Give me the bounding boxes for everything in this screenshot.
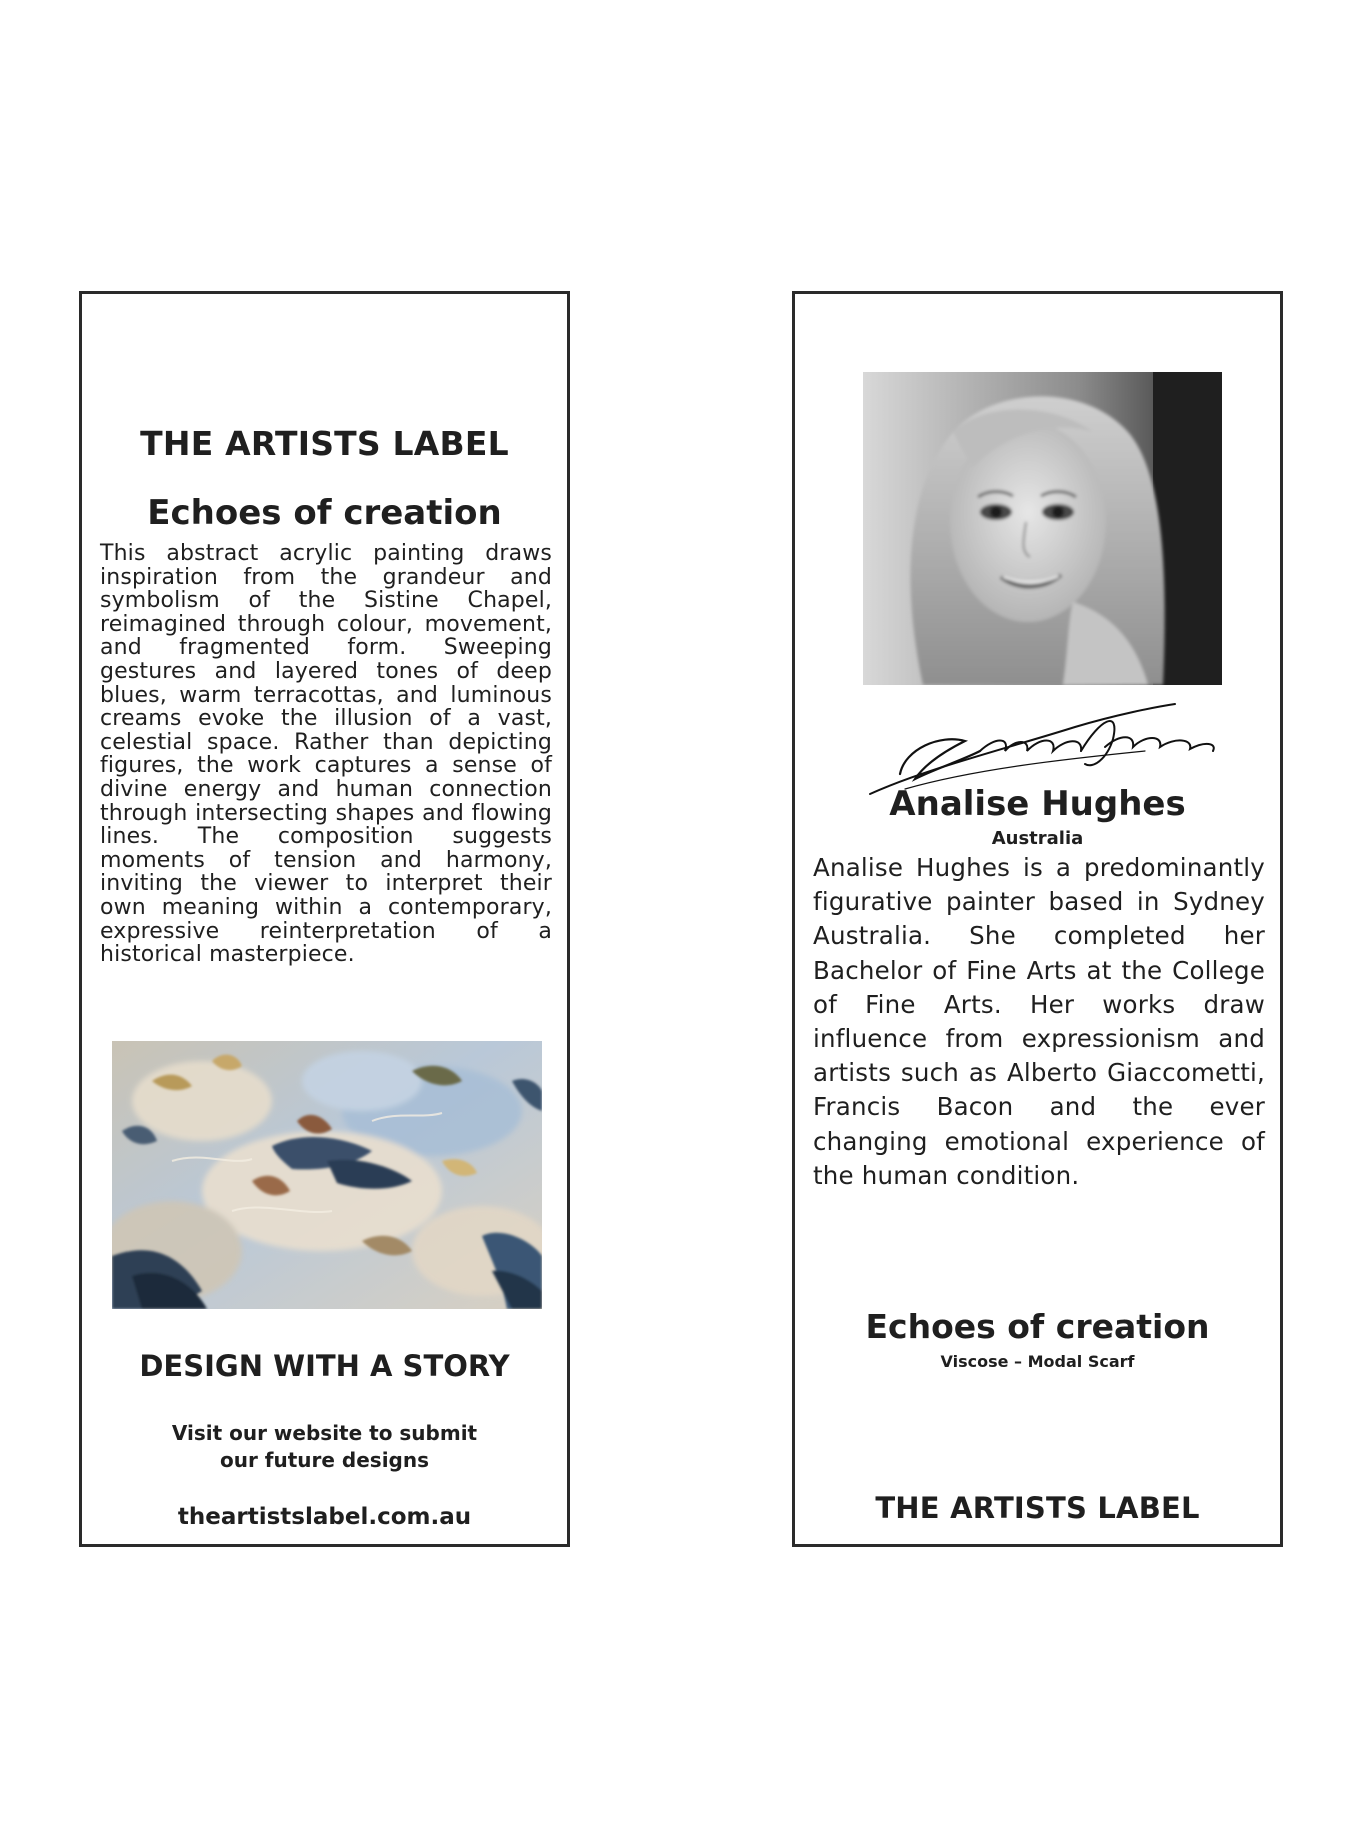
website-link[interactable]: theartistslabel.com.au <box>177 1504 472 1530</box>
left-card <box>79 291 570 1547</box>
product-title: Echoes of creation <box>865 1307 1210 1346</box>
artist-bio: Analise Hughes is a predominantly figurative painter based in Sydney Australia. She completed her Bachelor of Fine Arts at the College of Fine Arts. Her works draw influence from expressionism and artists such as Alberto Giaccometti, Francis Bacon and the ever changing emotional experience of the human condition. <box>813 853 1265 1190</box>
visit-line-1: Visit our website to submit <box>171 1421 478 1445</box>
visit-message <box>82 1420 567 1474</box>
right-card <box>792 291 1283 1547</box>
tagline: DESIGN WITH A STORY <box>139 1349 510 1383</box>
product-type: Viscose – Modal Scarf <box>940 1352 1135 1371</box>
brand-title: THE ARTISTS LABEL <box>140 424 509 463</box>
artist-name: Analise Hughes <box>889 784 1186 824</box>
artist-country: Australia <box>991 828 1084 849</box>
artwork-title: Echoes of creation <box>147 493 502 533</box>
artwork-description: This abstract acrylic painting draws inspiration from the grandeur and symbolism of the Sistine Chapel, reimagined through colour, movement, and fragmented form. Sweeping gestures and layered tones of deep blues, warm terracottas, and luminous creams evoke the illusion of a vast, celestial space. Rather than depicting figures, the work captures a sense of divine energy and human connection through intersecting shapes and flowing lines. The composition suggests moments of tension and harmony, inviting the viewer to interpret their own meaning within a contemporary, expressive reinterpretation of a historical masterpiece. <box>100 541 552 968</box>
visit-line-2: our future designs <box>219 1448 430 1472</box>
artist-portrait <box>863 372 1222 685</box>
painting-image <box>112 1041 542 1309</box>
brand-footer: THE ARTISTS LABEL <box>875 1491 1200 1525</box>
